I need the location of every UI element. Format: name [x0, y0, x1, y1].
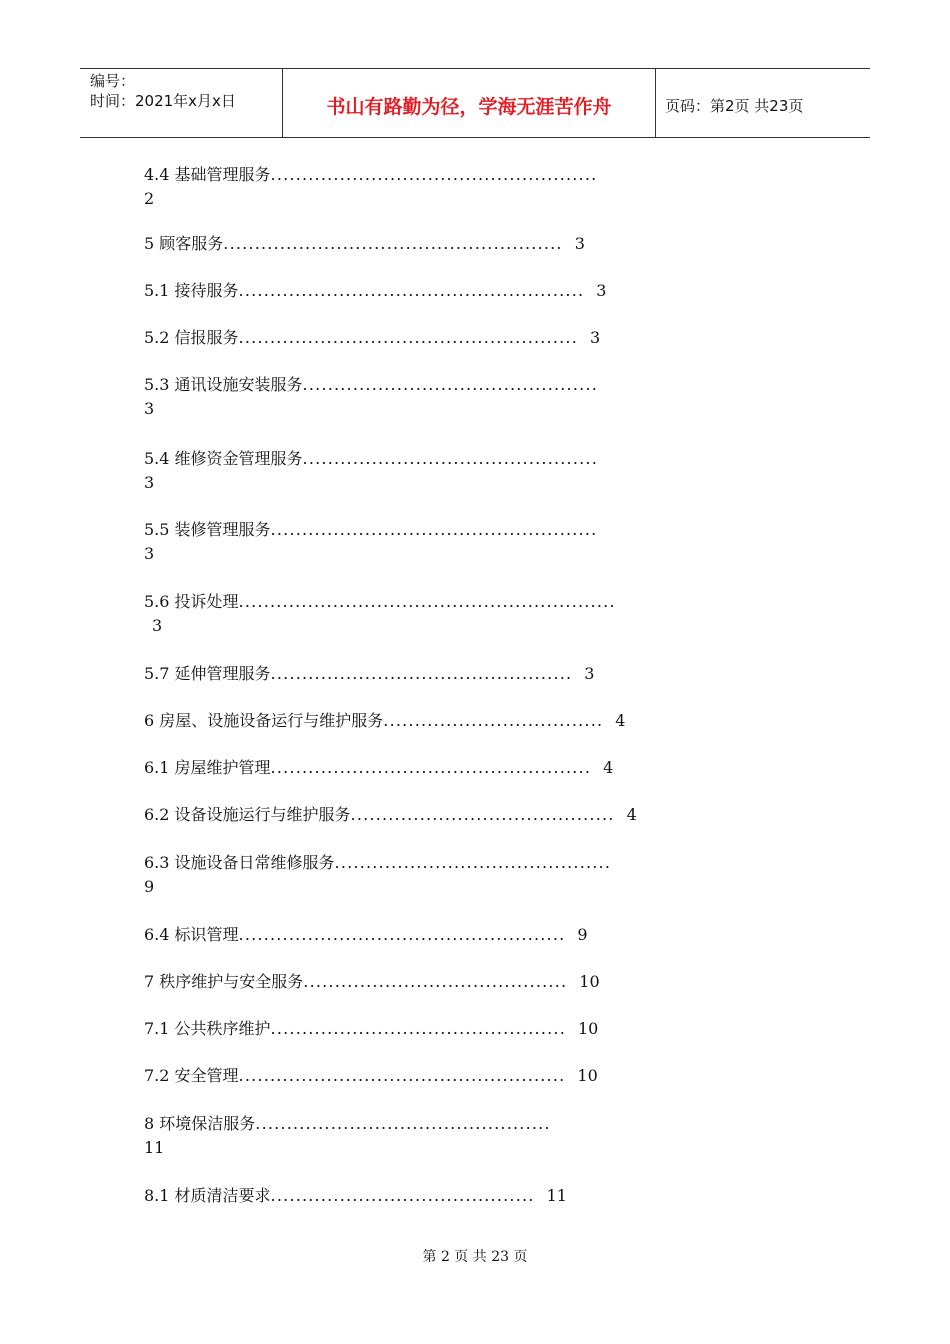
toc-entry-leader: ...............................................	[255, 1114, 551, 1133]
toc-entry-leader: ......................................................	[238, 328, 578, 347]
toc-entry-title: 6 房屋、设施设备运行与维护服务	[144, 711, 384, 730]
toc-entry-leader: ...............................................	[270, 1019, 566, 1038]
toc-entry-leader: ...............................................	[302, 375, 598, 394]
toc-entry[interactable]	[144, 326, 600, 350]
toc-entry[interactable]	[144, 1064, 598, 1088]
toc-entry[interactable]	[144, 590, 616, 638]
toc-entry-title: 5.5 装修管理服务	[144, 520, 271, 539]
header-motto: 书山有路勤为径，学海无涯苦作舟	[326, 95, 612, 118]
toc-entry-page: 11	[546, 1186, 567, 1205]
toc-entry-leader: .......................................................	[238, 281, 585, 300]
toc-entry-leader: ....................................................	[270, 165, 598, 184]
toc-entry-title: 8 环境保洁服务	[144, 1114, 256, 1133]
toc-entry-leader: ..........................................	[303, 972, 568, 991]
toc-entry[interactable]	[144, 447, 598, 495]
toc-entry-title: 5 顾客服务	[144, 234, 224, 253]
toc-entry-title: 7.2 安全管理	[144, 1066, 239, 1085]
toc-entry-page: 10	[577, 1066, 598, 1085]
date-label: 时间：2021年x月x日	[90, 92, 236, 110]
toc-entry-page: 2	[144, 189, 155, 208]
toc-entry[interactable]	[144, 1112, 551, 1160]
toc-entry-leader: ......................................................	[223, 234, 563, 253]
toc-entry[interactable]	[144, 518, 597, 566]
toc-entry-title: 7 秩序维护与安全服务	[144, 972, 304, 991]
toc-entry-page: 10	[578, 1019, 599, 1038]
toc-entry-leader: ..........................................	[270, 1186, 535, 1205]
toc-entry-page: 3	[574, 234, 585, 253]
toc-entry-leader: ................................................	[270, 664, 573, 683]
toc-entry-title: 5.6 投诉处理	[144, 592, 239, 611]
toc-entry-title: 6.2 设备设施运行与维护服务	[144, 805, 351, 824]
toc-entry-page: 3	[144, 473, 155, 492]
toc-entry-title: 5.3 通讯设施安装服务	[144, 375, 303, 394]
toc-entry-page: 9	[144, 877, 155, 896]
toc-entry-title: 6.1 房屋维护管理	[144, 758, 271, 777]
toc-entry-leader: ...................................................	[270, 758, 592, 777]
header-page-info: 页码：第2页 共23页	[665, 96, 804, 115]
toc-entry-leader: ............................................	[334, 853, 612, 872]
toc-entry-title: 5.4 维修资金管理服务	[144, 449, 303, 468]
toc-entry[interactable]	[144, 279, 606, 303]
toc-entry-page: 3	[590, 328, 601, 347]
toc-entry-title: 6.3 设施设备日常维修服务	[144, 853, 335, 872]
toc-entry[interactable]	[144, 970, 600, 994]
toc-entry-title: 7.1 公共秩序维护	[144, 1019, 271, 1038]
toc-entry-title: 5.7 延伸管理服务	[144, 664, 271, 683]
toc-entry-title: 5.1 接待服务	[144, 281, 239, 300]
toc-entry-page: 10	[579, 972, 600, 991]
toc-entry-page: 3	[152, 616, 163, 635]
toc-entry-leader: ............................................................	[238, 592, 616, 611]
toc-entry[interactable]	[144, 232, 585, 256]
toc-entry[interactable]	[144, 662, 594, 686]
toc-entry[interactable]	[144, 1184, 567, 1208]
toc-entry-page: 4	[603, 758, 614, 777]
toc-entry-leader: ...............................................	[302, 449, 598, 468]
number-label: 编号：	[90, 72, 136, 90]
toc-entry[interactable]	[144, 163, 597, 211]
toc-entry-page: 9	[577, 925, 588, 944]
toc-entry-leader: ..........................................	[350, 805, 615, 824]
toc-entry-title: 6.4 标识管理	[144, 925, 239, 944]
toc-entry[interactable]	[144, 803, 637, 827]
toc-entry[interactable]	[144, 709, 625, 733]
toc-entry-page: 4	[626, 805, 637, 824]
toc-entry[interactable]	[144, 756, 613, 780]
toc-entry-leader: ....................................................	[238, 1066, 566, 1085]
toc-entry-page: 3	[584, 664, 595, 683]
toc-entry-leader: ....................................................	[270, 520, 598, 539]
toc-entry-page: 4	[615, 711, 626, 730]
toc-entry-page: 3	[596, 281, 607, 300]
toc-entry-title: 8.1 材质清洁要求	[144, 1186, 271, 1205]
page-footer: 第 2 页 共 23 页	[422, 1249, 528, 1265]
toc-entry-leader: ....................................................	[238, 925, 566, 944]
toc-entry-title: 5.2 信报服务	[144, 328, 239, 347]
toc-entry-page: 3	[144, 399, 155, 418]
toc-entry-page: 11	[144, 1138, 165, 1157]
toc-entry[interactable]	[144, 851, 611, 899]
toc-entry-title: 4.4 基础管理服务	[144, 165, 271, 184]
toc-entry-leader: ...................................	[383, 711, 604, 730]
toc-entry[interactable]	[144, 1017, 598, 1041]
toc-entry-page: 3	[144, 544, 155, 563]
toc-entry[interactable]	[144, 373, 598, 421]
toc-entry[interactable]	[144, 923, 588, 947]
